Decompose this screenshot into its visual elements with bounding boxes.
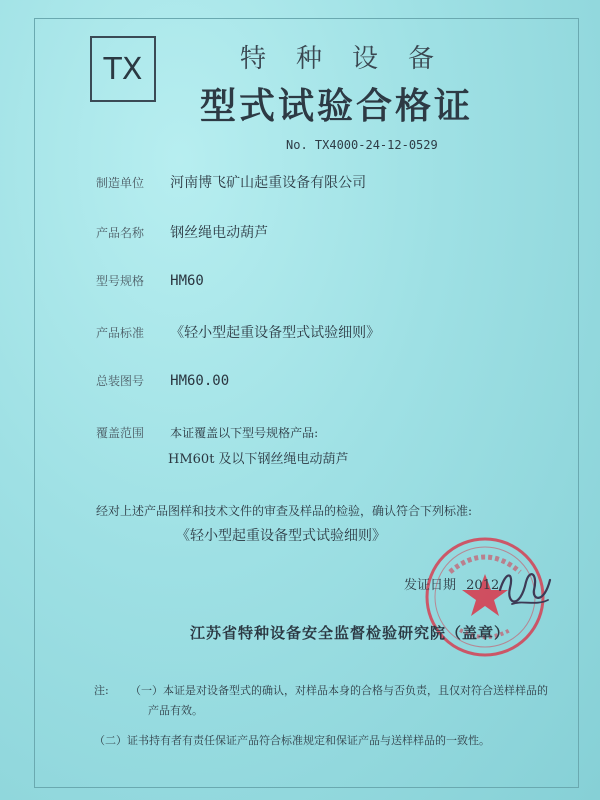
issuing-organization: 江苏省特种设备安全监督检验研究院（盖章）	[190, 624, 511, 642]
applied-standard: 《轻小型起重设备型式试验细则》	[176, 528, 386, 544]
field-model	[96, 272, 204, 289]
field-label: 总装图号	[96, 374, 145, 388]
issue-date-label: 发证日期	[404, 578, 457, 593]
notes-label: 注:	[94, 684, 109, 697]
note-1-continued: 产品有效。	[148, 704, 203, 717]
conformity-statement: 经对上述产品图样和技术文件的审查及样品的检验，确认符合下列标准:	[96, 504, 473, 518]
field-product-name	[96, 222, 268, 242]
field-coverage	[96, 424, 318, 441]
field-label: 制造单位	[96, 176, 145, 190]
title-line1: 特种设备	[240, 44, 465, 74]
field-label: 产品名称	[96, 226, 145, 240]
note-1: （一）本证是对设备型式的确认，对样品本身的合格与否负责，且仅对符合送样样品的	[130, 684, 548, 697]
field-value: 《轻小型起重设备型式试验细则》	[170, 325, 381, 341]
tx-logo	[90, 36, 156, 102]
coverage-detail: HM60t 及以下钢丝绳电动葫芦	[168, 452, 349, 467]
title-line2: 型式试验合格证	[200, 85, 474, 127]
field-value: 河南博飞矿山起重设备有限公司	[170, 175, 367, 191]
field-product-standard	[96, 322, 380, 342]
certificate-border	[34, 18, 579, 788]
issue-date	[404, 574, 499, 593]
field-label: 产品标准	[96, 326, 145, 340]
note-2: （二）证书持有者有责任保证产品符合标准规定和保证产品与送样样品的一致性。	[94, 734, 490, 747]
field-value: 本证覆盖以下型号规格产品:	[170, 426, 319, 440]
tx-logo-text: TX	[103, 51, 143, 87]
field-label: 型号规格	[96, 274, 145, 288]
handwritten-signature	[492, 560, 558, 620]
field-label: 覆盖范围	[96, 426, 145, 440]
field-manufacturer	[96, 172, 366, 192]
certificate-number: No. TX4000-24-12-0529	[286, 138, 438, 152]
field-value: HM60.00	[170, 373, 230, 389]
issue-date-year: 2012	[466, 578, 500, 593]
field-assembly-drawing	[96, 372, 229, 389]
field-value: HM60	[170, 273, 204, 289]
field-value: 钢丝绳电动葫芦	[170, 225, 269, 241]
